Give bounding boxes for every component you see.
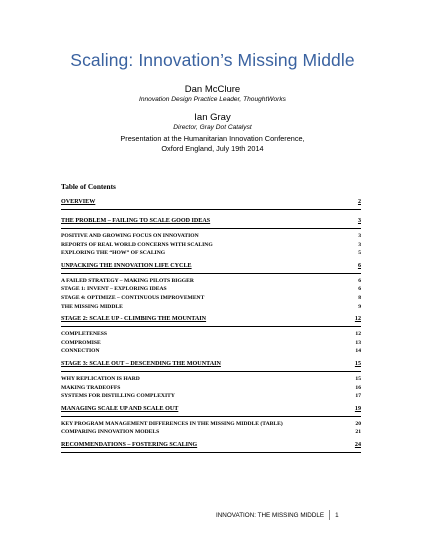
toc-subsection-title: POSITIVE AND GROWING FOCUS ON INNOVATION xyxy=(61,233,199,239)
toc-page-number: 2 xyxy=(357,199,361,205)
presentation-line-1: Presentation at the Humanitarian Innovation Conference, xyxy=(120,134,305,143)
presentation-line-2: Oxford England, July 19th 2014 xyxy=(161,144,264,153)
toc-subsection-title: EXPLORING THE “HOW” OF SCALING xyxy=(61,250,166,257)
toc-section-title: UNPACKING THE INNOVATION LIFE CYCLE xyxy=(61,262,192,269)
toc-page-number: 17 xyxy=(355,393,361,400)
toc-section-title: RECOMMENDATIONS – FOSTERING SCALING xyxy=(61,441,198,448)
toc-subsection-title: SYSTEMS FOR DISTILLING COMPLEXITY xyxy=(61,393,175,400)
toc-subsection-title: COMPLETENESS xyxy=(61,331,108,338)
toc-page-number: 16 xyxy=(355,384,361,391)
toc-subsection-title: KEY PROGRAM MANAGEMENT DIFFERENCES IN THE MISSING MIDDLE (TABLE) xyxy=(61,420,283,427)
toc-spacer xyxy=(61,457,361,461)
toc-divider xyxy=(61,273,361,274)
toc-divider xyxy=(61,452,361,453)
author-role: Innovation Design Practice Leader, ThoughtWorks xyxy=(139,96,286,103)
author-name: Ian Gray xyxy=(194,112,231,123)
toc-section-entry[interactable] xyxy=(61,442,361,452)
toc-section-title: MANAGING SCALE UP AND SCALE OUT xyxy=(61,405,179,412)
toc-subsection-entry[interactable] xyxy=(61,348,361,357)
toc-page-number: 6 xyxy=(358,277,361,284)
toc-page-number: 15 xyxy=(354,360,361,367)
toc-section-entry[interactable] xyxy=(61,263,361,273)
toc-subsection-entry[interactable] xyxy=(61,340,361,349)
toc-page-number: 15 xyxy=(355,375,361,382)
toc-subsection-title: STAGE 1: INVENT – EXPLORING IDEAS xyxy=(61,286,167,293)
toc-divider xyxy=(61,416,361,417)
presentation-note xyxy=(0,134,425,154)
table-of-contents xyxy=(61,199,361,461)
toc-subsection-title: COMPROMISE xyxy=(61,339,101,346)
toc-subsection-title: STAGE 4: OPTIMIZE – CONTINUOUS IMPROVEMENT xyxy=(61,294,205,301)
toc-subsection-entry[interactable] xyxy=(61,304,361,313)
toc-page-number: 13 xyxy=(355,339,361,346)
toc-subsection-title: A FAILED STRATEGY – MAKING PILOTS BIGGER xyxy=(61,277,194,284)
toc-subsection-title: COMPARING INNOVATION MODELS xyxy=(61,429,160,436)
toc-page-number: 8 xyxy=(358,294,361,301)
toc-subsection-title: WHY REPLICATION IS HARD xyxy=(61,375,140,382)
toc-subsection-entry[interactable] xyxy=(61,331,361,340)
author-name: Dan McClure xyxy=(184,84,241,95)
toc-heading: Table of Contents xyxy=(61,182,116,191)
toc-subsection-title: THE MISSING MIDDLE xyxy=(61,303,123,310)
author-2 xyxy=(0,112,425,131)
toc-section-entry[interactable] xyxy=(61,218,361,228)
toc-page-number: 5 xyxy=(358,250,361,257)
toc-subsection-entry[interactable] xyxy=(61,376,361,385)
toc-section-entry[interactable] xyxy=(61,361,361,371)
toc-subsection-entry[interactable] xyxy=(61,421,361,430)
toc-divider xyxy=(61,209,361,210)
toc-divider xyxy=(61,326,361,327)
toc-subsection-entry[interactable] xyxy=(61,233,361,242)
toc-subsection-title: MAKING TRADEOFFS xyxy=(61,384,121,391)
toc-section-title: THE PROBLEM – FAILING TO SCALE GOOD IDEAS xyxy=(61,218,211,224)
toc-subsection-entry[interactable] xyxy=(61,242,361,251)
toc-section-entry[interactable] xyxy=(61,199,361,209)
toc-subsection-entry[interactable] xyxy=(61,278,361,287)
toc-section-title: OVERVIEW xyxy=(61,199,96,205)
toc-page-number: 6 xyxy=(357,262,361,269)
toc-subsection-entry[interactable] xyxy=(61,393,361,402)
footer-divider xyxy=(329,510,330,520)
toc-section-entry[interactable] xyxy=(61,406,361,416)
toc-page-number: 19 xyxy=(354,405,361,412)
toc-page-number: 14 xyxy=(355,348,361,355)
author-role: Director, Gray Dot Catalyst xyxy=(173,124,252,131)
toc-page-number: 12 xyxy=(354,316,361,323)
document-title: Scaling: Innovation’s Missing Middle xyxy=(70,50,355,70)
toc-section-title: STAGE 2: SCALE UP - CLIMBING THE MOUNTAIN xyxy=(61,316,207,323)
toc-subsection-entry[interactable] xyxy=(61,385,361,394)
toc-subsection-title: CONNECTION xyxy=(61,348,100,355)
toc-page-number: 20 xyxy=(355,420,361,427)
toc-subsection-entry[interactable] xyxy=(61,286,361,295)
toc-section-title: STAGE 3: SCALE OUT – DESCENDING THE MOUNTAIN xyxy=(61,360,221,367)
toc-subsection-entry[interactable] xyxy=(61,295,361,304)
page-number: 1 xyxy=(335,511,339,519)
toc-subsection-title: REPORTS OF REAL WORLD CONCERNS WITH SCALING xyxy=(61,241,213,248)
toc-page-number: 3 xyxy=(357,218,361,224)
running-title: INNOVATION: THE MISSING MIDDLE xyxy=(216,511,325,519)
page-footer xyxy=(216,510,339,520)
toc-page-number: 6 xyxy=(358,286,361,293)
toc-divider xyxy=(61,228,361,229)
toc-page-number: 12 xyxy=(355,331,361,338)
toc-page-number: 24 xyxy=(354,441,361,448)
toc-subsection-entry[interactable] xyxy=(61,250,361,259)
toc-divider xyxy=(61,371,361,372)
toc-page-number: 3 xyxy=(358,241,361,248)
toc-page-number: 21 xyxy=(355,429,361,436)
toc-section-entry[interactable] xyxy=(61,316,361,326)
toc-page-number: 3 xyxy=(358,233,361,239)
toc-page-number: 9 xyxy=(358,303,361,310)
toc-subsection-entry[interactable] xyxy=(61,429,361,438)
author-1 xyxy=(0,84,425,103)
